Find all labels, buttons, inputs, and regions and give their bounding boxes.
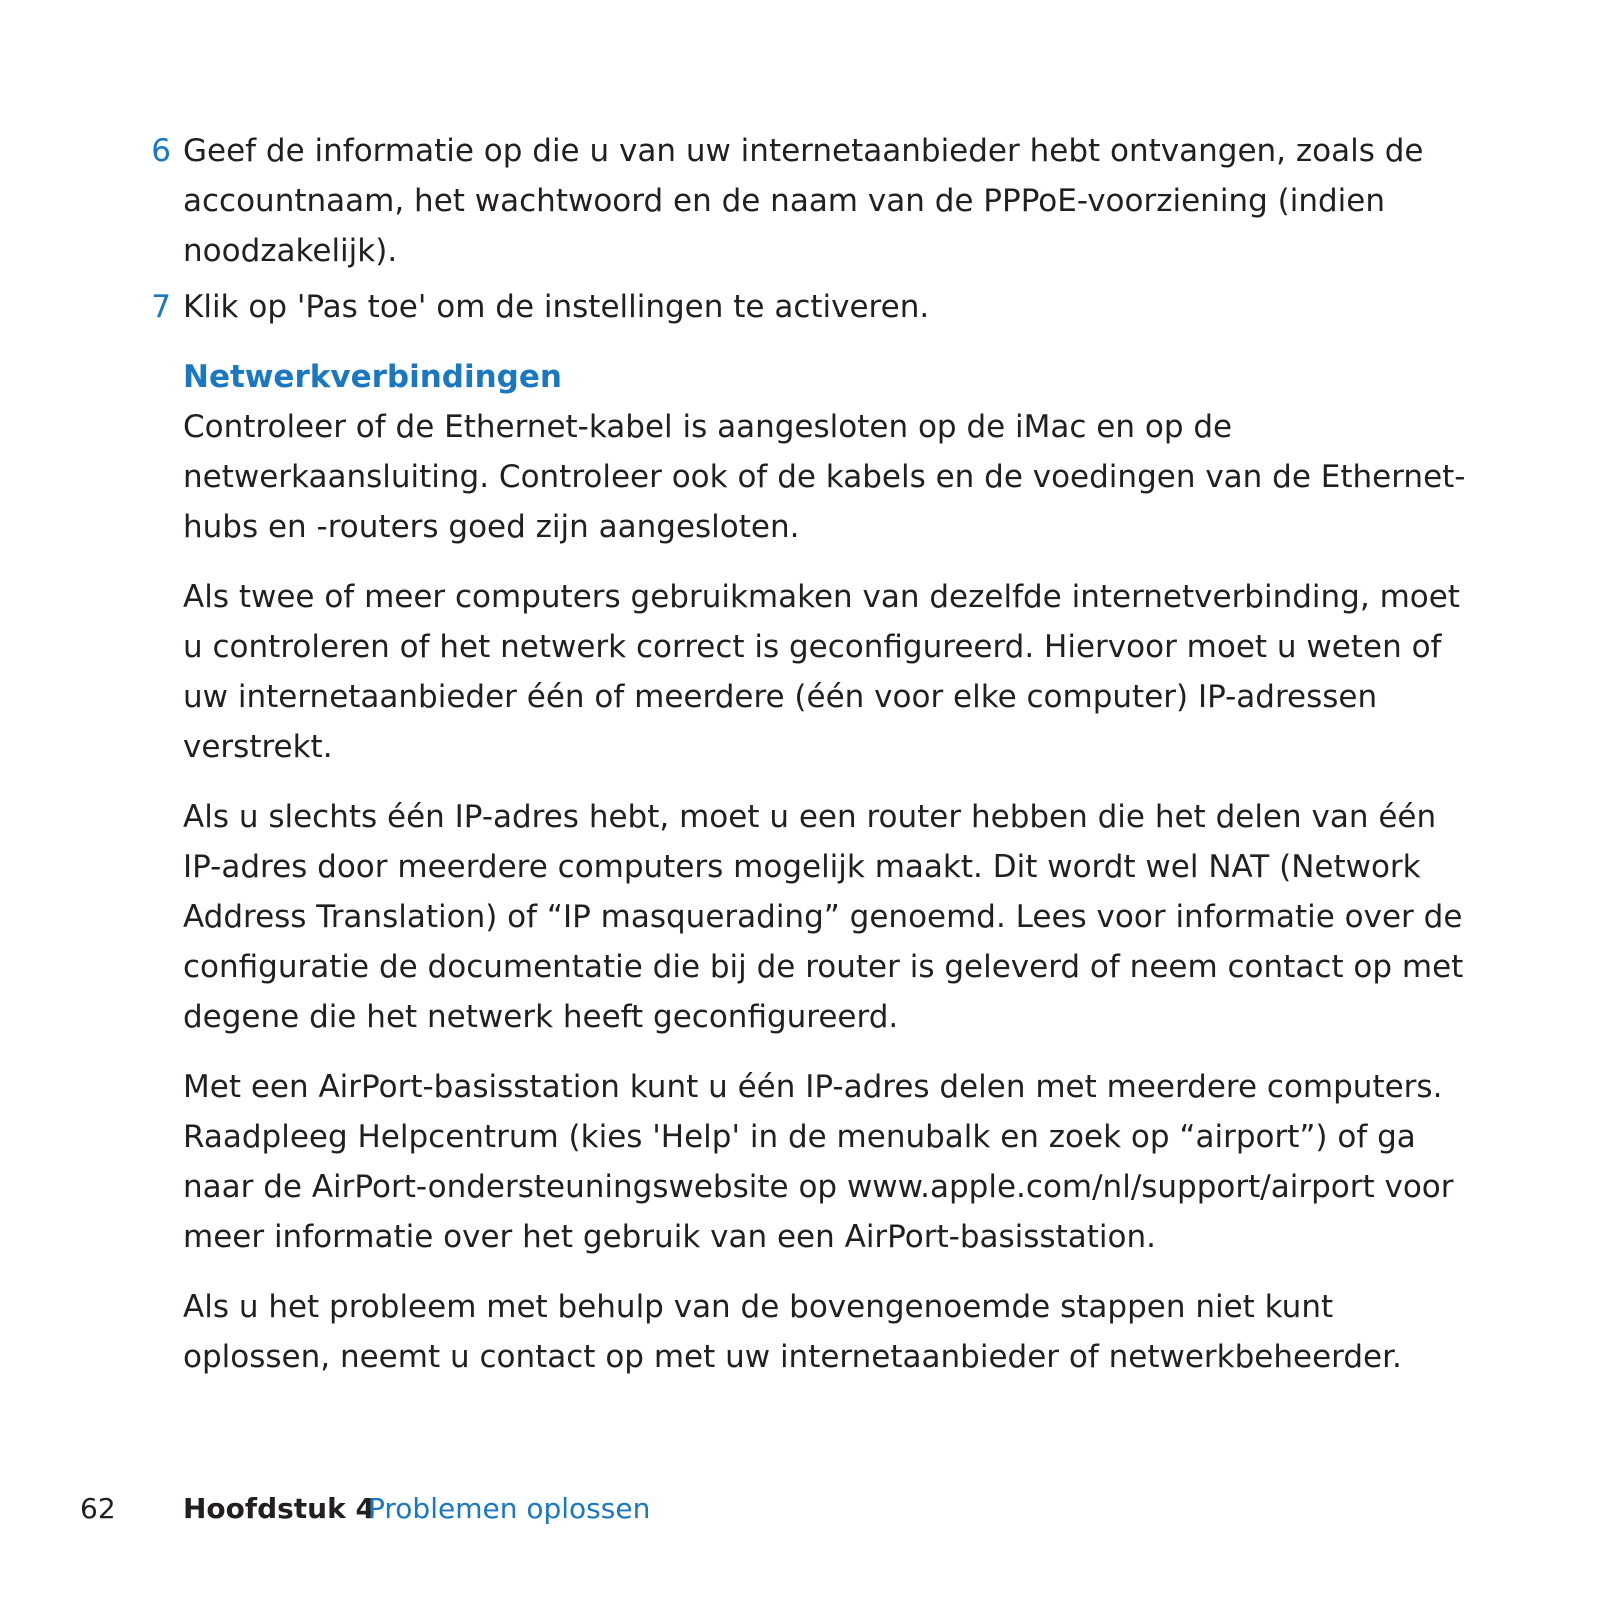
page-footer	[0, 1487, 1600, 1531]
chapter-label: Hoofdstuk 4	[183, 1492, 375, 1525]
paragraph-nat-router: Als u slechts één IP-adres hebt, moet u een router hebben die het delen van één IP-adres door meerdere computers mogelijk maakt. Dit wordt wel NAT (Network Address Translation) of “IP masquerading” genoemd. Lees voor informatie over de configuratie de documentatie die bij de router is geleverd of neem contact op met degene die het netwerk heeft geconfigureerd.	[183, 799, 1464, 1035]
paragraph-airport: Met een AirPort-basisstation kunt u één IP-adres delen met meerdere computers. Raadpleeg Helpcentrum (kies 'Help' in de menubalk en zoek op “airport”) of ga naar de AirPort-ondersteuningswebsite op www.apple.com/nl/support/airport voor meer informatie over het gebruik van een AirPort-basisstation.	[183, 1069, 1454, 1255]
step-7	[151, 282, 1483, 332]
step-text: Geef de informatie op die u van uw internetaanbieder hebt ontvangen, zoals de accountnaam, het wachtwoord en de naam van de PPPoE-voorziening (indien noodzakelijk).	[183, 133, 1424, 269]
paragraph-contact-provider: Als u het probleem met behulp van de bovengenoemde stappen niet kunt oplossen, neemt u contact op met uw internetaanbieder of netwerkbeheerder.	[183, 1289, 1402, 1375]
step-number: 7	[151, 289, 171, 325]
step-number: 6	[151, 133, 171, 169]
section-heading: Netwerkverbindingen	[183, 359, 562, 395]
paragraph-ethernet-cable: Controleer of de Ethernet-kabel is aangesloten op de iMac en op de netwerkaansluiting. Controleer ook of de kabels en de voedingen van de Ethernet-hubs en -routers goed zijn aangesloten.	[183, 409, 1466, 545]
page-content	[151, 126, 1483, 1402]
step-text: Klik op 'Pas toe' om de instellingen te activeren.	[183, 289, 930, 325]
page-number: 62	[80, 1492, 116, 1525]
chapter-title: Problemen oplossen	[368, 1492, 651, 1525]
paragraph-shared-connection: Als twee of meer computers gebruikmaken van dezelfde internetverbinding, moet u controleren of het netwerk correct is geconfigureerd. Hiervoor moet u weten of uw internetaanbieder één of meerdere (één voor elke computer) IP-adressen verstrekt.	[183, 579, 1460, 765]
step-6	[151, 126, 1483, 276]
